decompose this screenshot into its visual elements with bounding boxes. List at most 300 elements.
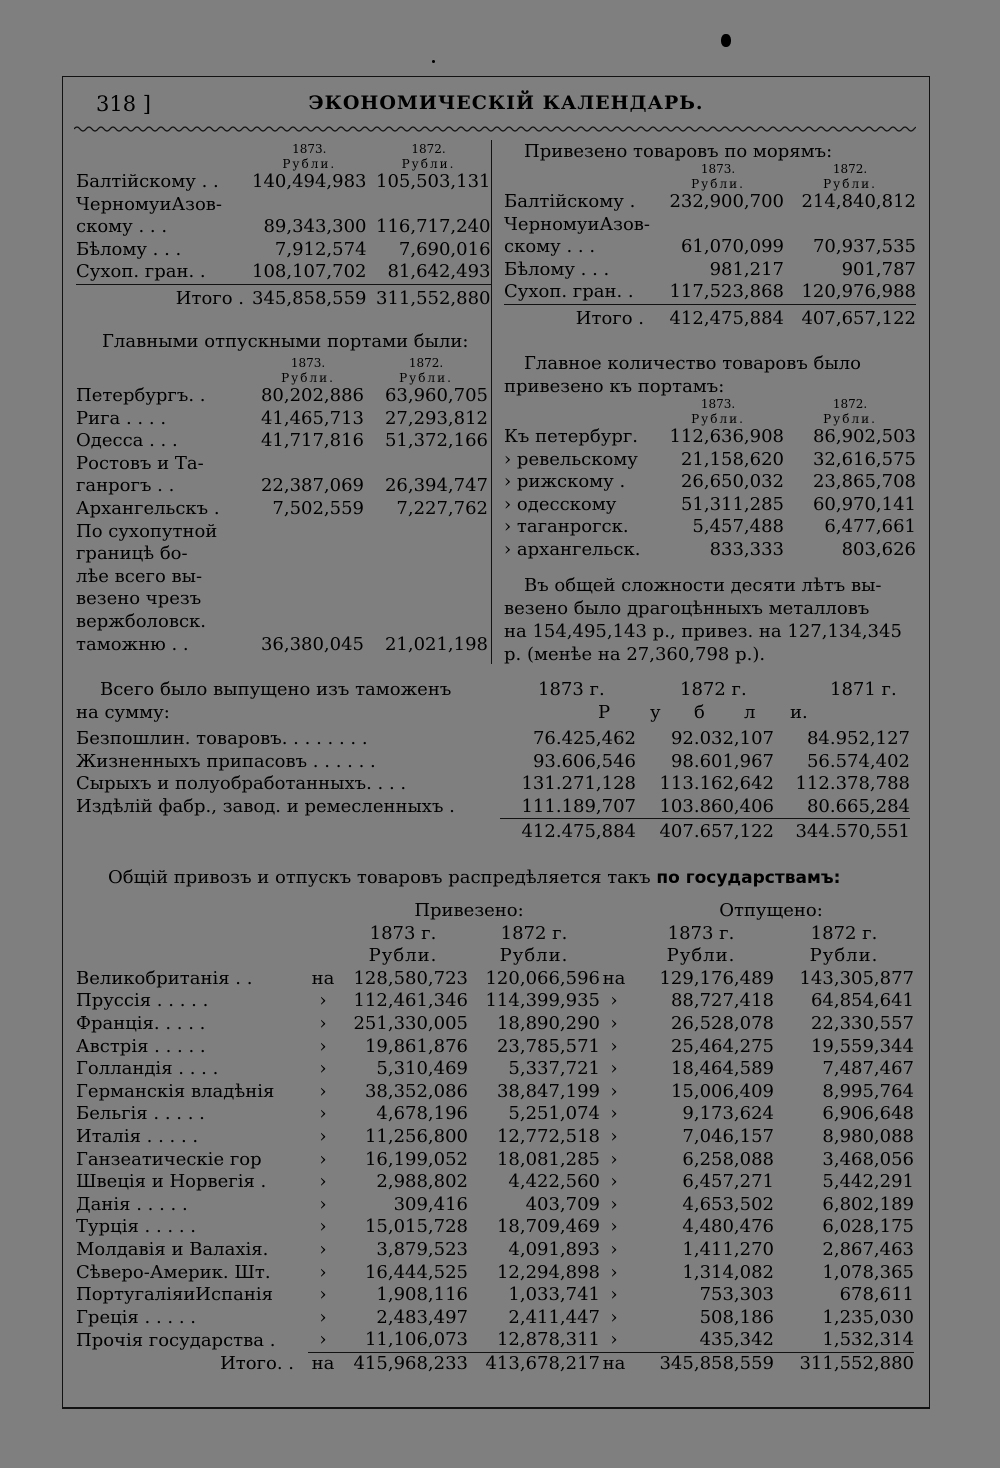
prefix: › [610,1012,618,1034]
exported-1872: 22,330,557 [810,1012,914,1034]
total-imported-1872: 413,678,217 [468,1352,600,1375]
imported-1873: 3,879,523 [376,1238,468,1260]
total-1871: 344.570,551 [774,819,910,844]
prefix: › [319,1306,327,1328]
country-name: Греція . . . . . [76,1306,196,1328]
table-row [76,1262,914,1285]
table-row [504,494,916,517]
unit-label: Рубли. [282,157,337,171]
value-1872 [364,543,488,566]
prefix: › [610,1329,618,1351]
year-header: 1872 г. [680,679,747,700]
value-1873: 36,380,045 [260,633,364,655]
year-header: 1873 г. [667,922,735,944]
value-1872: 103.860,406 [659,795,774,817]
prefix: › [319,1238,327,1260]
value-1873: 61,070,099 [680,236,784,258]
table-row [76,1058,914,1081]
right-ports-table [504,397,916,562]
year-header: 1873. [292,142,327,156]
exported-1873: 4,480,476 [682,1216,774,1238]
value-1873 [652,214,784,237]
table-row [76,1013,914,1036]
row-label: границѣ бо- [76,543,188,565]
total-1872: 407.657,122 [636,819,774,844]
table-row [76,498,488,521]
prefix: › [319,1125,327,1147]
right-ports-heading-2: привезено къ портамъ: [504,376,725,397]
table-row [76,239,491,262]
table-row [504,539,916,562]
prefix: › [319,1261,327,1283]
table-row [76,990,914,1013]
row-label: Одесса . . . [76,430,178,452]
exported-1873: 1,314,082 [682,1261,774,1283]
prefix: › [610,1261,618,1283]
prefix: › [319,1171,327,1193]
prefix: › [610,1080,618,1102]
table-row [504,426,916,449]
row-label: Сухоп. гран. . [76,261,206,283]
total-exported-1872: 311,552,880 [774,1352,914,1375]
exported-1873: 18,464,589 [670,1058,774,1080]
exported-1872: 3,468,056 [822,1148,914,1170]
row-label: Къ петербург. [504,426,638,447]
imported-1872: 5,337,721 [508,1058,600,1080]
decade-note-line: Въ общей сложности десяти лѣтъ вы- [524,575,882,596]
total-1872: 311,552,880 [367,284,491,310]
year-header: 1873. [700,397,736,411]
table-row [76,1284,914,1307]
left-ports-heading: Главными отпускными портами были: [102,331,469,352]
left-export-table [76,142,491,311]
imported-1873: 251,330,005 [353,1012,468,1034]
imported-1872: 5,251,074 [508,1103,600,1125]
imported-1873: 309,416 [393,1193,468,1215]
total-row [76,284,491,310]
year-header: 1873. [290,356,326,370]
unit-letter: Р [598,702,611,723]
country-name: Италія . . . . . [76,1125,199,1147]
country-name: Прочія государства . [76,1329,276,1351]
exported-1873: 9,173,624 [682,1103,774,1125]
total-1873: 412.475,884 [500,819,636,844]
country-name: Молдавія и Валахія. [76,1238,269,1260]
imported-1873: 128,580,723 [353,967,468,989]
value-1872: 803,626 [841,538,916,560]
country-name: Великобританія . . [76,967,253,989]
value-1873 [252,453,364,476]
value-1873: 21,158,620 [680,448,784,470]
country-name: Голландія . . . . [76,1058,219,1080]
ink-speck [432,60,435,63]
imported-1873: 19,861,876 [364,1035,468,1057]
country-name: Ганзеатическіе гор [76,1148,262,1170]
imported-1872: 12,878,311 [496,1329,600,1351]
prefix: › [319,990,327,1012]
imported-1872: 18,890,290 [496,1012,600,1034]
value-1873: 89,343,300 [263,216,367,238]
table-row [76,566,488,589]
unit-label: Рубли. [691,177,745,191]
value-1872: 63,960,705 [384,385,488,406]
value-1871: 112.378,788 [795,773,910,795]
imported-1873: 2,483,497 [376,1306,468,1328]
value-1872: 60,970,141 [812,493,916,515]
exported-1873: 753,303 [699,1284,774,1306]
value-1873: 41,717,816 [260,430,364,452]
unit-letter: л [744,702,756,723]
row-label: Безпошлин. товаровъ. . . . . . . . [76,728,368,749]
row-label: › ревельскому [504,448,638,470]
total-label: Итого . [504,304,652,330]
total-1872: 407,657,122 [784,304,916,330]
imported-1872: 38,847,199 [496,1080,600,1102]
prefix: на [600,1352,628,1375]
prefix: › [319,1103,327,1125]
exported-1872: 143,305,877 [799,967,914,989]
exported-1872: 6,906,648 [822,1103,914,1125]
value-1873: 93.606,546 [532,750,636,772]
value-1872: 120,976,988 [801,281,916,303]
value-1873: 140,494,983 [252,171,367,192]
table-row [76,1036,914,1059]
column-divider [491,140,492,664]
table-row [76,1194,914,1217]
exported-1873: 435,342 [699,1329,774,1351]
table-row [76,968,914,991]
states-heading-bold: по государствамъ: [656,868,841,888]
right-import-table [504,162,916,331]
prefix: › [610,1058,618,1080]
exported-1872: 1,532,314 [822,1329,914,1351]
prefix: на [308,1352,338,1375]
table-row [76,408,488,431]
exported-1873: 15,006,409 [670,1080,774,1102]
exported-1873: 6,258,088 [682,1148,774,1170]
prefix: › [610,1238,618,1260]
value-1873: 7,502,559 [272,497,364,519]
prefix: › [319,1035,327,1057]
year-header: 1872. [832,162,868,176]
exported-1873: 25,464,275 [670,1035,774,1057]
exported-1872: 19,559,344 [810,1035,914,1057]
value-1872: 51,372,166 [384,430,488,452]
imported-1872: 12,294,898 [496,1261,600,1283]
imported-1872: 120,066,596 [485,967,600,989]
value-1873 [252,194,367,217]
decade-note-line: везено было драгоцѣнныхъ металловъ [504,598,870,619]
country-name: Бельгія . . . . . [76,1103,205,1125]
table-row [504,236,916,259]
row-label: По сухопутной [76,520,218,542]
total-row [504,304,916,330]
prefix: › [610,1193,618,1215]
value-1873: 833,333 [709,538,784,560]
row-label: ЧерномуиАзов- [76,193,223,215]
value-1872: 26,394,747 [384,475,488,497]
country-name: Франція. . . . . [76,1012,206,1034]
table-row [504,281,916,304]
table-row [76,521,488,544]
unit-label: Рубли. [281,371,335,385]
prefix: › [319,1012,327,1034]
prefix: › [610,1171,618,1193]
value-1872: 86,902,503 [812,426,916,447]
wavy-divider [74,124,916,134]
row-label: › таганрогск. [504,516,629,538]
imported-1873: 11,106,073 [364,1329,468,1351]
imported-1872: 4,091,893 [508,1238,600,1260]
exported-1872: 64,854,641 [810,990,914,1012]
value-1872: 32,616,575 [812,448,916,470]
exported-1872: 678,611 [839,1284,914,1306]
value-1872: 116,717,240 [376,216,491,238]
row-label: скому . . . [76,216,168,238]
value-1873: 5,457,488 [692,516,784,538]
exported-1873: 7,046,157 [682,1125,774,1147]
year-header: 1872. [408,356,444,370]
decade-note-line: на 154,495,143 р., привез. на 127,134,345 [504,621,902,642]
prefix: › [610,990,618,1012]
imported-1873: 38,352,086 [364,1080,468,1102]
value-1872 [364,521,488,544]
table-row [76,611,488,634]
table-row [76,634,488,657]
value-1872: 901,787 [841,258,916,280]
table-row [504,449,916,472]
prefix: › [610,1035,618,1057]
value-1873 [252,611,364,634]
prefix: › [319,1148,327,1170]
unit-label: Рубли. [399,371,453,385]
value-1871: 84.952,127 [806,728,910,749]
value-1873: 112,636,908 [669,426,784,447]
value-1873 [252,566,364,589]
unit-label: Рубли. [368,945,438,967]
imported-1873: 2,988,802 [376,1171,468,1193]
table-row [76,588,488,611]
table-row [76,1126,914,1149]
year-header: 1872 г. [810,922,878,944]
value-1872: 113.162,642 [659,773,774,795]
value-1873: 80,202,886 [260,385,364,406]
value-1872: 98.601,967 [670,750,774,772]
table-row [504,191,916,214]
ink-blot [721,34,731,47]
country-name: Германскія владѣнія [76,1080,275,1102]
table-row [76,728,910,751]
imported-1872: 403,709 [525,1193,600,1215]
table-row [76,385,488,408]
table-row [76,194,491,217]
value-1872 [364,566,488,589]
value-1872: 214,840,812 [801,191,916,212]
row-label: Жизненныхъ припасовъ . . . . . . [76,750,376,772]
total-1873: 345,858,559 [252,284,367,310]
customs-heading-1: Всего было выпущено изъ таможенъ [100,679,452,700]
imported-1873: 16,199,052 [364,1148,468,1170]
value-1872: 105,503,131 [376,171,491,192]
table-row [504,471,916,494]
country-name: Данія . . . . . [76,1193,188,1215]
exported-1873: 1,411,270 [682,1238,774,1260]
year-header: 1872. [832,397,868,411]
exported-1872: 6,028,175 [822,1216,914,1238]
value-1873: 131.271,128 [521,773,636,795]
imported-1873: 1,908,116 [376,1284,468,1306]
table-row [76,171,491,194]
unit-label: Рубли. [401,157,456,171]
total-row [76,819,910,844]
imported-1872: 18,081,285 [496,1148,600,1170]
total-spacer [76,819,500,844]
table-row [504,259,916,282]
total-exported-1873: 345,858,559 [628,1352,774,1375]
total-label: Итого. . [220,1352,294,1374]
exported-1872: 1,235,030 [822,1306,914,1328]
exported-header: Отпущено: [719,900,823,921]
imported-1873: 5,310,469 [376,1058,468,1080]
table-row [76,1329,914,1352]
prefix: › [319,1329,327,1351]
total-imported-1873: 415,968,233 [338,1352,468,1375]
value-1872: 81,642,493 [387,261,491,283]
year-header: 1872 г. [500,922,568,944]
exported-1872: 5,442,291 [822,1171,914,1193]
exported-1873: 508,186 [699,1306,774,1328]
row-label: › одесскому [504,493,617,515]
table-row [76,1149,914,1172]
unit-label: Рубли. [691,412,745,426]
exported-1873: 26,528,078 [670,1012,774,1034]
unit-letter: у [650,702,661,723]
value-1873: 51,311,285 [680,493,784,515]
unit-label: Рубли. [499,945,569,967]
imported-1872: 114,399,935 [485,990,600,1012]
prefix: › [610,1284,618,1306]
table-row [76,1307,914,1330]
imported-1872: 2,411,447 [508,1306,600,1328]
table-row [76,751,910,774]
exported-1873: 4,653,502 [682,1193,774,1215]
country-name: Швеція и Норвегія . [76,1171,267,1193]
table-row [504,214,916,237]
country-name: Турція . . . . . [76,1216,197,1238]
value-1873: 117,523,868 [669,281,784,303]
value-1872 [364,453,488,476]
value-1873: 7,912,574 [274,238,367,260]
prefix: › [319,1080,327,1102]
imported-1872: 1,033,741 [508,1284,600,1306]
value-1873: 232,900,700 [669,191,784,212]
exported-1873: 6,457,271 [682,1171,774,1193]
value-1872: 27,293,812 [384,407,488,429]
exported-1872: 8,995,764 [822,1080,914,1102]
prefix: на [602,967,626,989]
value-1871: 80.665,284 [806,795,910,817]
unit-label: Рубли. [666,945,736,967]
unit-label: Рубли. [809,945,879,967]
row-label: Архангельскъ . [76,497,220,519]
prefix: › [610,1306,618,1328]
row-label: Бѣлому . . . [76,238,182,260]
row-label: ЧерномуиАзов- [504,213,651,235]
customs-table [76,728,910,844]
row-label: лѣе всего вы- [76,565,203,587]
table-row [76,475,488,498]
value-1873: 981,217 [709,258,784,280]
table-row [76,543,488,566]
unit-letter: и. [790,702,808,723]
row-label: таможню . . [76,633,189,655]
value-1873: 26,650,032 [680,471,784,493]
right-import-heading: Привезено товаровъ по морямъ: [524,141,833,162]
states-heading [108,866,840,890]
row-label: Балтійскому . [504,191,636,212]
row-label: Ростовъ и Та- [76,452,204,474]
imported-1873: 11,256,800 [364,1125,468,1147]
decade-note-line: р. (менѣе на 27,360,798 р.). [504,644,766,665]
imported-1873: 15,015,728 [364,1216,468,1238]
table-row [76,796,910,819]
row-label: Сухоп. гран. . [504,281,634,303]
prefix: › [319,1216,327,1238]
exported-1873: 129,176,489 [659,967,774,989]
value-1872: 6,477,661 [824,516,916,538]
prefix: на [311,967,335,989]
exported-1872: 7,487,467 [822,1058,914,1080]
row-label: скому . . . [504,236,596,258]
value-1873 [252,521,364,544]
unit-label: Рубли. [823,412,877,426]
table-row [76,1239,914,1262]
page-number: 318 ] [96,92,151,116]
prefix: › [610,1103,618,1125]
year-header: 1873. [700,162,736,176]
table-row [76,773,910,796]
right-ports-heading-1: Главное количество товаровъ было [524,353,861,374]
value-1871: 56.574,402 [806,750,910,772]
imported-1872: 12,772,518 [496,1125,600,1147]
value-1873 [252,588,364,611]
row-label: вержболовск. [76,610,206,632]
value-1873: 22,387,069 [260,475,364,497]
prefix: › [610,1148,618,1170]
value-1872: 70,937,535 [812,236,916,258]
prefix: › [319,1284,327,1306]
imported-header: Привезено: [414,900,524,921]
unit-letter: б [694,702,705,723]
value-1872 [364,588,488,611]
total-1873: 412,475,884 [652,304,784,330]
country-name: Австрія . . . . . [76,1035,206,1057]
year-header: 1873 г. [538,679,605,700]
decade-note [504,574,916,666]
value-1872 [367,194,491,217]
value-1873: 76.425,462 [532,728,636,749]
imported-1873: 4,678,196 [376,1103,468,1125]
row-label: › рижскому . [504,471,626,493]
imported-1873: 16,444,525 [364,1261,468,1283]
row-label: Петербургъ. . [76,385,206,406]
table-row [76,1103,914,1126]
table-row [76,216,491,239]
table-row [76,430,488,453]
year-header: 1872. [411,142,446,156]
page-header [96,88,916,128]
table-row [76,261,491,284]
